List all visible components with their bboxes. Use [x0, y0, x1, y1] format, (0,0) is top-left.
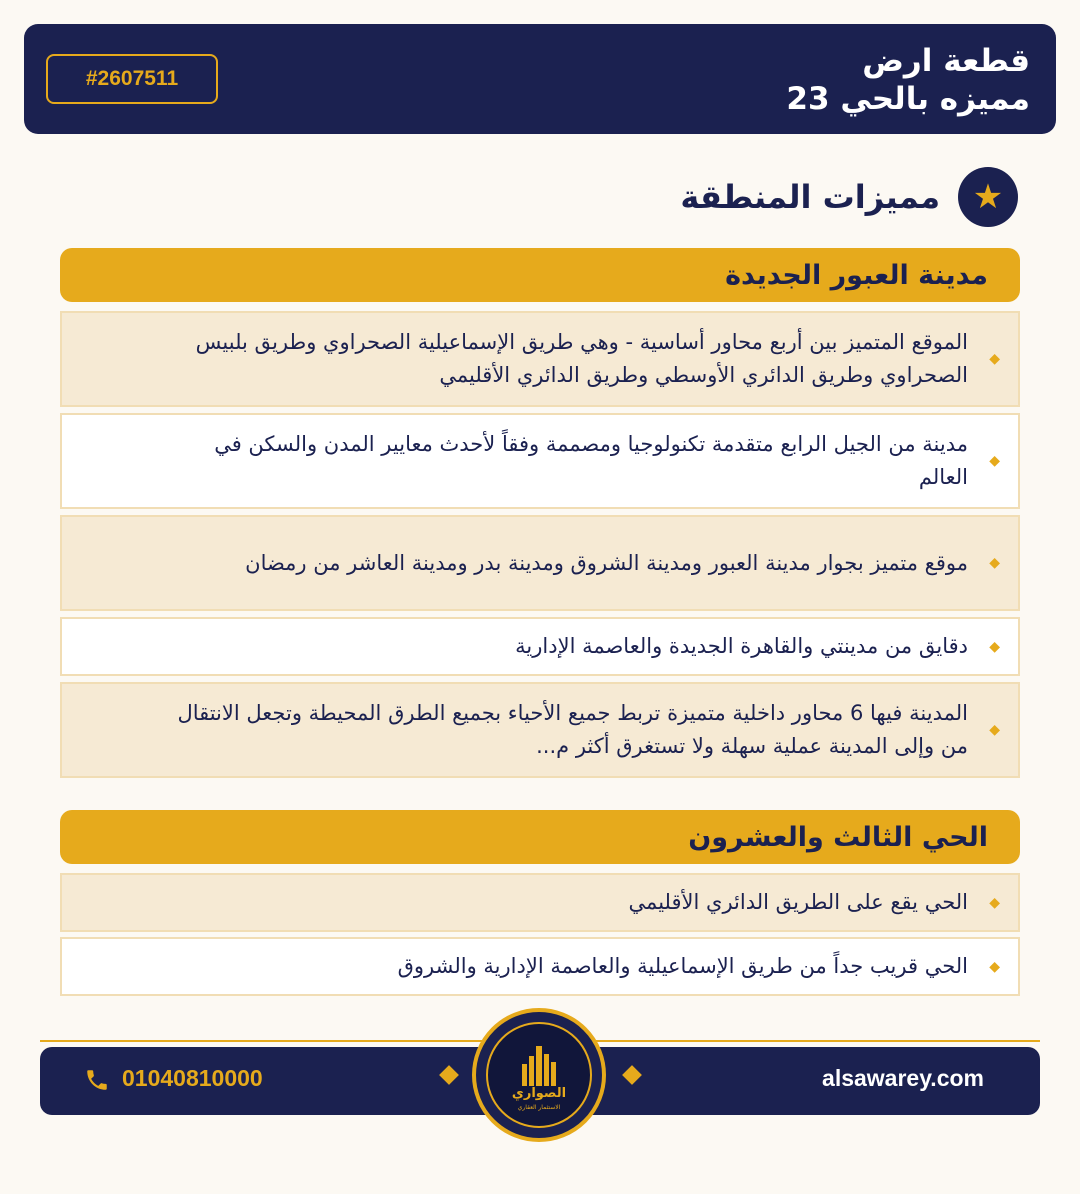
group-header-district-23: الحي الثالث والعشرون — [60, 810, 1020, 864]
phone-number[interactable]: 01040810000 — [122, 1065, 263, 1091]
diamond-bullet-icon: ◆ — [989, 351, 1000, 367]
list-item — [60, 873, 1020, 932]
diamond-bullet-icon: ◆ — [989, 453, 1000, 469]
diamond-bullet-icon: ◆ — [989, 555, 1000, 571]
list-item — [60, 311, 1020, 407]
section-title: مميزات المنطقة — [680, 178, 940, 216]
list-item-text: دقايق من مدينتي والقاهرة الجديدة والعاصمة الإدارية — [515, 634, 968, 658]
listing-title-line2: مميزه بالحي 23 — [786, 81, 1030, 117]
list-item-text: الموقع المتميز بين أربع محاور أساسية - وهي طريق الإسماعيلية الصحراوي وطريق بلبيس الصحراوي وطريق الدائري الأوسطي وطريق الدائري الأقليمي — [195, 330, 968, 387]
website-link[interactable]: alsawarey.com — [822, 1065, 984, 1091]
header-banner — [24, 24, 1056, 134]
listing-title — [786, 42, 1030, 118]
list-item-text: الحي يقع على الطريق الدائري الأقليمي — [628, 890, 968, 914]
list-item — [60, 682, 1020, 778]
diamond-bullet-icon: ◆ — [989, 722, 1000, 738]
list-item-text: المدينة فيها 6 محاور داخلية متميزة تربط جميع الأحياء بجميع الطرق المحيطة وتجعل الانتقال من وإلى المدينة عملية سهلة ولا تستغرق أكثر م... — [177, 701, 968, 758]
list-item-text: الحي قريب جداً من طريق الإسماعيلية والعاصمة الإدارية والشروق — [397, 954, 968, 978]
reference-code-badge: #2607511 — [46, 54, 218, 104]
phone-icon — [84, 1065, 110, 1095]
diamond-bullet-icon: ◆ — [989, 958, 1000, 975]
brand-name: الصواري — [511, 1086, 567, 1101]
list-item — [60, 413, 1020, 509]
listing-title-line1: قطعة ارض — [862, 43, 1030, 79]
diamond-bullet-icon: ◆ — [989, 638, 1000, 655]
building-icon — [518, 1042, 562, 1086]
star-icon: ★ — [958, 167, 1018, 227]
brand-logo-inner — [486, 1022, 592, 1128]
list-item-text: مدينة من الجيل الرابع متقدمة تكنولوجيا ومصممة وفقاً لأحدث معايير المدن والسكن في العالم — [214, 432, 968, 489]
list-item — [60, 617, 1020, 676]
list-item-text: موقع متميز بجوار مدينة العبور ومدينة الشروق ومدينة بدر ومدينة العاشر من رمضان — [245, 550, 968, 575]
group-header-obour: مدينة العبور الجديدة — [60, 248, 1020, 302]
diamond-bullet-icon: ◆ — [989, 894, 1000, 911]
list-item — [60, 515, 1020, 611]
brand-tagline: الاستثمار العقاري — [517, 1104, 561, 1111]
list-item — [60, 937, 1020, 996]
brand-logo — [472, 1008, 606, 1142]
